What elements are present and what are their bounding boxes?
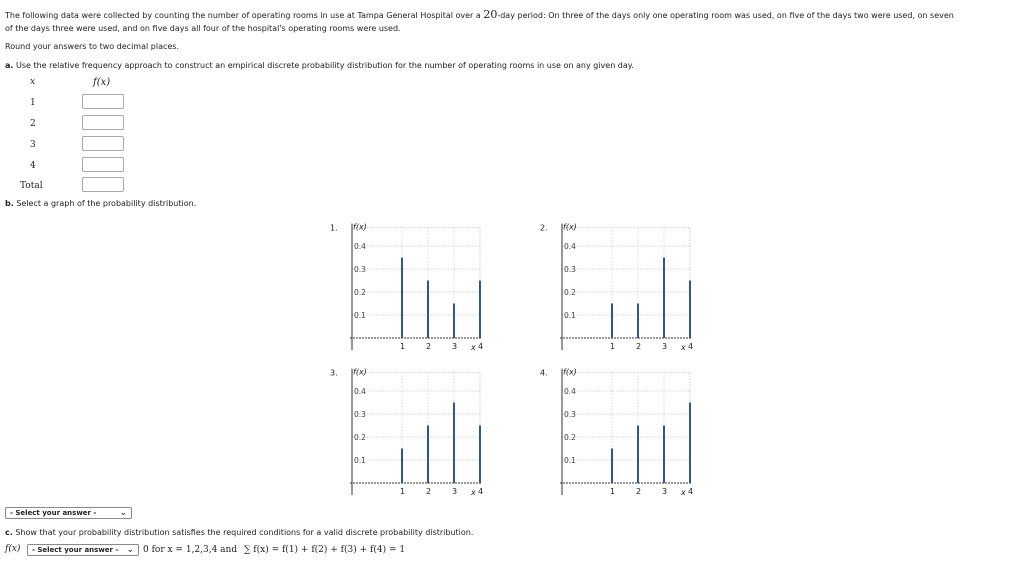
row-x-2: 2 (30, 119, 36, 129)
x-tick-label: 3 (662, 342, 668, 351)
part-a-label: a. (5, 61, 14, 70)
x-tick-label: 3 (662, 487, 668, 496)
part-c-question (5, 528, 473, 537)
x-tick-label: 1 (400, 342, 406, 351)
x-tick-label: 1 (400, 487, 406, 496)
intro-line-2: of the days three were used, and on five days all four of the hospital's operating rooms were used. (5, 24, 401, 33)
y-tick-label: 0.2 (354, 288, 366, 297)
y-tick-label: 0.2 (354, 433, 366, 442)
row-x-1: 1 (30, 98, 36, 108)
fx-prefix: f(x) (5, 544, 21, 554)
intro-days: 20 (483, 8, 498, 21)
graph-option-number: 4. (540, 368, 548, 378)
y-tick-label: 0.2 (564, 433, 576, 442)
graph-answer-select[interactable] (5, 507, 132, 519)
column-header-x: x (30, 77, 36, 87)
y-axis-label: f(x) (353, 222, 367, 232)
y-axis-label: f(x) (563, 367, 577, 377)
x-tick-label: 4 (688, 342, 694, 351)
row-x-3: 3 (30, 140, 36, 150)
x-tick-label: 3 (452, 342, 458, 351)
part-c-text: Show that your probability distribution satisfies the required conditions for a valid discrete probability distribution. (15, 528, 474, 537)
intro-text-a: The following data were collected by counting the number of operating rooms in use at Tampa General Hospital over a (5, 11, 481, 20)
graph-select-label: - Select your answer - (10, 509, 97, 517)
graph-option-number: 2. (540, 223, 548, 233)
part-a-text: Use the relative frequency approach to construct an empirical discrete probability distribution for the number of operating rooms in use on any given day. (15, 61, 634, 70)
x-tick-label: 4 (478, 342, 484, 351)
y-tick-label: 0.2 (564, 288, 576, 297)
total-label: Total (20, 181, 43, 191)
x-axis-label: x (681, 488, 686, 497)
part-b-text: Select a graph of the probability distribution. (16, 199, 197, 208)
condition-select-label: - Select your answer - (32, 546, 119, 554)
chevron-down-icon: ⌄ (119, 508, 127, 518)
row-x-4: 4 (30, 161, 36, 171)
y-axis-label: f(x) (353, 367, 367, 377)
y-tick-label: 0.4 (354, 387, 366, 396)
y-tick-label: 0.3 (354, 410, 366, 419)
y-tick-label: 0.1 (354, 311, 366, 320)
chevron-down-icon: ⌄ (126, 545, 134, 555)
x-tick-label: 2 (426, 487, 432, 496)
x-tick-label: 2 (636, 342, 642, 351)
y-tick-label: 0.1 (564, 456, 576, 465)
x-tick-label: 3 (452, 487, 458, 496)
part-b-label: b. (5, 199, 14, 208)
column-header-fx: f(x) (93, 77, 111, 88)
condition-text: 0 for x = 1,2,3,4 and (143, 545, 238, 555)
x-tick-label: 1 (610, 487, 616, 496)
x-tick-label: 1 (610, 342, 616, 351)
x-tick-label: 2 (426, 342, 432, 351)
round-note: Round your answers to two decimal places. (5, 42, 179, 51)
x-axis-label: x (471, 343, 476, 352)
part-c-label: c. (5, 528, 13, 537)
y-tick-label: 0.1 (564, 311, 576, 320)
sum-equation: ∑ f(x) = f(1) + f(2) + f(3) + f(4) = 1 (244, 545, 406, 555)
condition-select[interactable] (27, 544, 139, 556)
y-tick-label: 0.4 (564, 387, 576, 396)
graph-option-number: 3. (330, 368, 338, 378)
y-tick-label: 0.4 (564, 242, 576, 251)
x-axis-label: x (681, 343, 686, 352)
intro-text-b: -day period: On three of the days only one operating room was used, on five of the days two were used, on seven (497, 11, 954, 20)
x-tick-label: 4 (478, 487, 484, 496)
x-axis-label: x (471, 488, 476, 497)
y-tick-label: 0.4 (354, 242, 366, 251)
y-axis-label: f(x) (563, 222, 577, 232)
y-tick-label: 0.1 (354, 456, 366, 465)
graph-option-number: 1. (330, 223, 338, 233)
x-tick-label: 2 (636, 487, 642, 496)
y-tick-label: 0.3 (564, 410, 576, 419)
x-tick-label: 4 (688, 487, 694, 496)
y-tick-label: 0.3 (564, 265, 576, 274)
y-tick-label: 0.3 (354, 265, 366, 274)
